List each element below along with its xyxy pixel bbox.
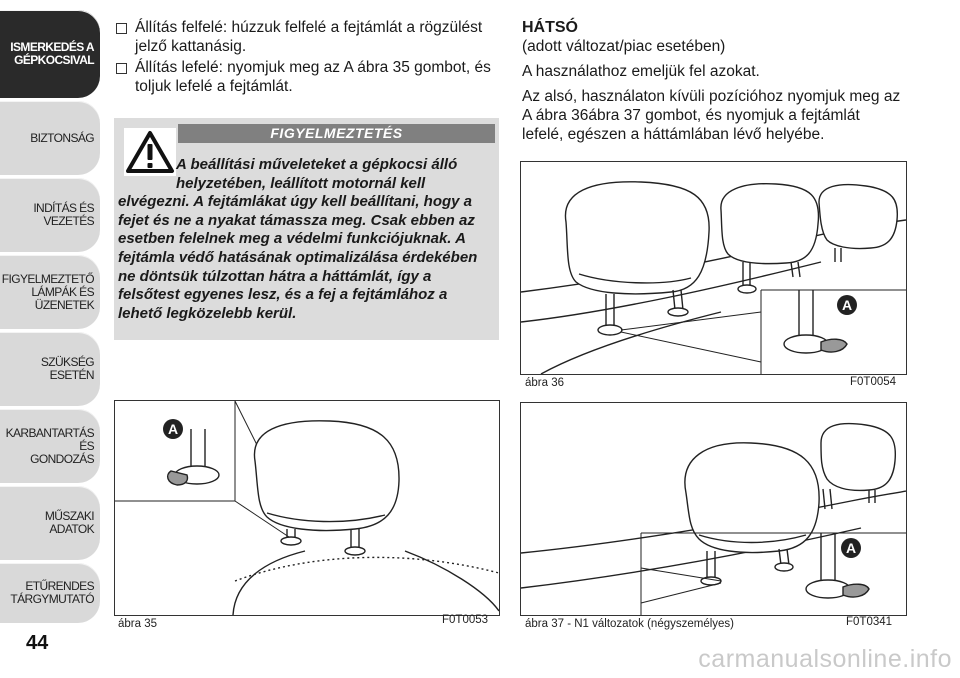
rear-headrest-section <box>522 18 902 150</box>
watermark: carmanualsonline.info <box>698 645 952 673</box>
figure-caption: ábra 37 - N1 változatok (négyszemélyes) <box>525 618 735 630</box>
paragraph: A használathoz emeljük fel azokat. <box>522 63 760 80</box>
tab-inditas[interactable]: INDÍTÁS ÉS VEZETÉS <box>0 178 100 252</box>
figure-code: F0T0053 <box>442 614 489 626</box>
checkbox-bullet-icon <box>116 63 127 74</box>
tab-karbantartas[interactable]: KARBANTARTÁS ÉS GONDOZÁS <box>0 409 100 483</box>
figure-caption: ábra 36 <box>525 377 565 389</box>
section-heading: HÁTSÓ <box>522 19 578 36</box>
figure-code: F0T0341 <box>846 616 893 628</box>
section-subtitle: (adott változat/piac esetében) <box>522 38 726 55</box>
figure-36 <box>520 161 907 375</box>
page-number: 44 <box>26 632 49 654</box>
tab-figyelmezteto[interactable]: FIGYELMEZTETŐ LÁMPÁK ÉS ÜZENETEK <box>0 255 100 329</box>
svg-text:A: A <box>845 540 857 556</box>
tab-ismerkedes[interactable]: ISMERKEDÉS A GÉPKOCSIVAL <box>0 10 100 98</box>
svg-text:A: A <box>841 297 853 313</box>
list-item: Állítás felfelé: húzzuk felfelé a fejtámlát a rögzülést jelző kattanásig. <box>116 18 496 56</box>
paragraph: Az alsó, használaton kívüli pozícióhoz nyomjuk meg az A ábra 36ábra 37 gombot, és nyomjuk a fejtámlát lefelé, egészen a háttámlában lévő helyébe. <box>522 88 901 143</box>
warning-box <box>114 118 499 340</box>
n1-headrests-illustration <box>521 403 906 615</box>
front-headrest-illustration <box>115 401 499 615</box>
figure-35 <box>114 400 500 616</box>
svg-text:A: A <box>167 421 179 437</box>
tab-szukseg[interactable]: SZÜKSÉG ESETÉN <box>0 332 100 406</box>
tab-targymutato[interactable]: ETŰRENDES TÁRGYMUTATÓ <box>0 563 100 623</box>
adjustment-bullets <box>116 18 496 98</box>
checkbox-bullet-icon <box>116 23 127 34</box>
figure-code: F0T0054 <box>850 376 897 388</box>
figure-37 <box>520 402 907 616</box>
rear-headrests-illustration <box>521 162 906 374</box>
tab-biztonsag[interactable]: BIZTONSÁG <box>0 101 100 175</box>
warning-text: A beállítási műveleteket a gépkocsi álló helyzetében, leállított motornál kell elvégezni. A fejtámlákat úgy kell beállítani, hogy a fejet és ne a nyakat támassza meg. Csak ebben az esetben felelnek meg a védelmi funkciójuknak. A fejtámla védő hatásának optimalizálása érdekében ne döntsük túlzottan hátra a háttámlát, így a felsőtest egyenes lesz, és a fej a fejtámlához a lehető legközelebb kerül. <box>118 156 478 322</box>
figure-caption: ábra 35 <box>118 618 158 630</box>
list-item: Állítás lefelé: nyomjuk meg az A ábra 35 gombot, és toljuk lefelé a fejtámlát. <box>116 58 496 96</box>
warning-title: FIGYELMEZTETÉS <box>178 124 495 143</box>
tab-muszaki[interactable]: MŰSZAKI ADATOK <box>0 486 100 560</box>
